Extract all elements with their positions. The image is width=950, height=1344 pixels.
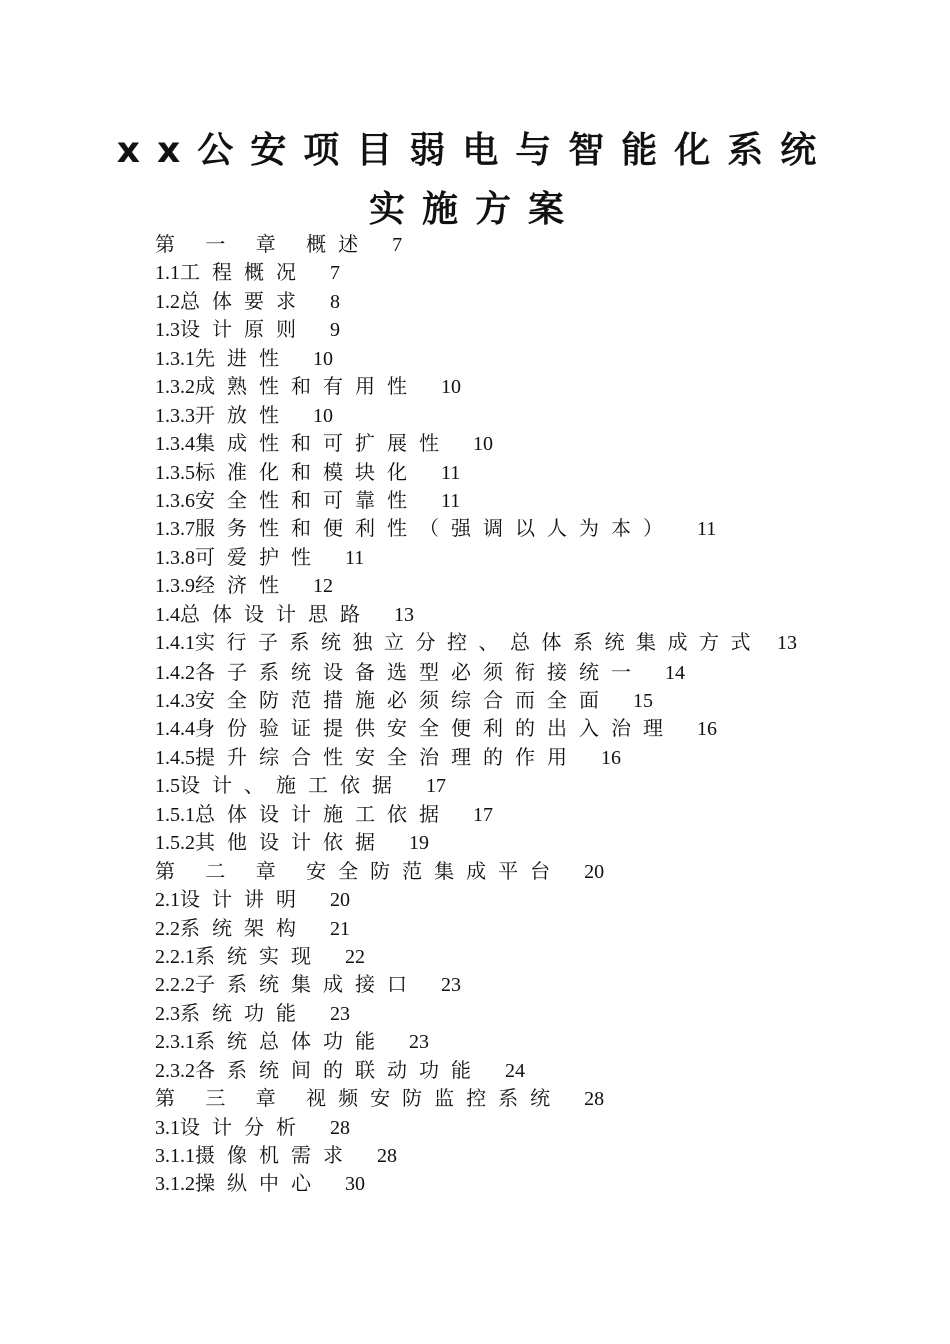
toc-entry-title: 设计、施工依据 xyxy=(180,773,404,798)
toc-entry-title: 安全防范措施必须综合而全面 xyxy=(195,688,611,713)
toc-entry[interactable] xyxy=(155,230,835,258)
toc-entry-number: 2.2 xyxy=(155,917,180,940)
toc-entry[interactable] xyxy=(155,429,835,457)
toc-entry-title: 设计讲明 xyxy=(180,887,308,912)
toc-entry-number: 1.4.3 xyxy=(155,690,195,713)
toc-entry[interactable] xyxy=(155,258,835,286)
toc-entry-title: 第 一 章 概述 xyxy=(155,232,371,256)
toc-entry[interactable] xyxy=(155,743,835,771)
toc-entry-page: 16 xyxy=(601,746,621,769)
toc-entry-page: 7 xyxy=(330,262,340,285)
toc-entry-page: 10 xyxy=(441,376,461,399)
toc-entry-page: 11 xyxy=(441,461,461,484)
toc-entry-page: 23 xyxy=(409,1031,429,1054)
toc-entry-title: 设计分析 xyxy=(180,1114,308,1139)
toc-entry-number: 1.3.2 xyxy=(155,376,195,399)
toc-entry-title: 操纵中心 xyxy=(195,1171,323,1196)
toc-entry-title: 总体设计施工依据 xyxy=(195,801,451,826)
toc-entry[interactable] xyxy=(155,514,835,542)
table-of-contents xyxy=(155,230,835,1198)
toc-entry-page: 10 xyxy=(473,433,493,456)
toc-entry-number: 1.5.2 xyxy=(155,832,195,855)
toc-entry-page: 23 xyxy=(330,1002,350,1025)
toc-entry[interactable] xyxy=(155,714,835,742)
toc-entry-title: 可爱护性 xyxy=(195,544,323,569)
toc-entry-number: 1.4 xyxy=(155,603,180,626)
toc-entry[interactable] xyxy=(155,828,835,856)
toc-entry-page: 14 xyxy=(665,661,685,684)
toc-entry-title: 系统实现 xyxy=(195,943,323,968)
toc-entry[interactable] xyxy=(155,372,835,400)
toc-entry[interactable] xyxy=(155,686,835,714)
toc-entry[interactable] xyxy=(155,658,835,686)
toc-entry-title: 第 三 章 视频安防监控系统 xyxy=(155,1086,563,1111)
toc-entry-number: 1.3.8 xyxy=(155,546,195,569)
document-title-line-2: 实施方案 xyxy=(368,189,581,230)
toc-entry[interactable] xyxy=(155,885,835,913)
toc-entry[interactable] xyxy=(155,771,835,799)
toc-entry-number: 2.3.2 xyxy=(155,1059,195,1082)
toc-entry[interactable] xyxy=(155,970,835,998)
toc-entry-number: 1.4.4 xyxy=(155,718,195,741)
toc-entry[interactable] xyxy=(155,1056,835,1084)
toc-entry-number: 1.5.1 xyxy=(155,803,195,826)
toc-entry-page: 20 xyxy=(330,889,350,912)
toc-entry-page: 7 xyxy=(392,234,403,256)
toc-entry-title: 系统总体功能 xyxy=(195,1029,387,1054)
toc-entry-number: 1.5 xyxy=(155,775,180,798)
toc-entry-page: 30 xyxy=(345,1173,365,1196)
toc-entry-page: 21 xyxy=(330,917,350,940)
document-title-line-1: xx公安项目弱电与智能化系统 xyxy=(116,130,834,171)
toc-entry[interactable] xyxy=(155,1141,835,1169)
toc-entry-page: 9 xyxy=(330,319,340,342)
toc-entry-page: 10 xyxy=(313,404,333,427)
toc-entry-page: 11 xyxy=(697,518,717,541)
toc-entry-page: 17 xyxy=(426,775,446,798)
toc-entry-number: 1.1 xyxy=(155,262,180,285)
toc-entry[interactable] xyxy=(155,1113,835,1141)
toc-entry-title: 各子系统设备选型必须衔接统一 xyxy=(195,659,643,684)
toc-entry-title: 系统架构 xyxy=(180,915,308,940)
toc-entry[interactable] xyxy=(155,315,835,343)
toc-entry-title: 经济性 xyxy=(195,573,291,598)
toc-entry-number: 1.4.2 xyxy=(155,661,195,684)
toc-entry-page: 12 xyxy=(313,575,333,598)
toc-entry[interactable] xyxy=(155,401,835,429)
toc-entry-title: 标准化和模块化 xyxy=(195,459,419,484)
toc-entry-number: 2.3 xyxy=(155,1002,180,1025)
toc-entry-number: 2.3.1 xyxy=(155,1031,195,1054)
toc-entry-number: 3.1.2 xyxy=(155,1173,195,1196)
toc-entry-number: 2.2.2 xyxy=(155,974,195,997)
toc-entry[interactable] xyxy=(155,1169,835,1197)
toc-entry-title: 其他设计依据 xyxy=(195,830,387,855)
toc-entry[interactable] xyxy=(155,458,835,486)
toc-entry[interactable] xyxy=(155,543,835,571)
toc-entry-page: 16 xyxy=(697,718,717,741)
toc-entry[interactable] xyxy=(155,344,835,372)
toc-entry-page: 11 xyxy=(441,489,461,512)
toc-entry-page: 19 xyxy=(409,832,429,855)
toc-entry-title: 摄像机需求 xyxy=(195,1143,355,1168)
toc-entry-page: 13 xyxy=(777,632,797,655)
toc-entry-page: 22 xyxy=(345,945,365,968)
toc-entry-title: 总体要求 xyxy=(180,288,308,313)
toc-entry-title: 设计原则 xyxy=(180,317,308,342)
toc-entry-title: 身份验证提供安全便利的出入治理 xyxy=(195,716,675,741)
toc-entry-page: 11 xyxy=(345,546,365,569)
toc-entry[interactable] xyxy=(155,942,835,970)
toc-entry-page: 10 xyxy=(313,347,333,370)
toc-entry-number: 1.3.4 xyxy=(155,433,195,456)
toc-entry-title: 系统功能 xyxy=(180,1000,308,1025)
toc-entry-page: 13 xyxy=(394,603,414,626)
toc-entry-number: 1.3.9 xyxy=(155,575,195,598)
toc-entry[interactable] xyxy=(155,287,835,315)
toc-entry-title: 第 二 章 安全防范集成平台 xyxy=(155,858,563,883)
toc-entry-page: 28 xyxy=(377,1145,397,1168)
toc-entry-page: 20 xyxy=(584,860,605,883)
toc-entry-title: 服务性和便利性（强调以人为本） xyxy=(195,516,675,541)
toc-entry[interactable] xyxy=(155,1027,835,1055)
toc-entry[interactable] xyxy=(155,857,835,885)
toc-entry-title: 子系统集成接口 xyxy=(195,972,419,997)
toc-entry-number: 3.1.1 xyxy=(155,1145,195,1168)
toc-entry-title: 成熟性和有用性 xyxy=(195,374,419,399)
toc-entry[interactable] xyxy=(155,571,835,599)
toc-entry-number: 1.4.1 xyxy=(155,632,195,655)
toc-entry-page: 8 xyxy=(330,290,340,313)
toc-entry-number: 1.3.6 xyxy=(155,489,195,512)
toc-entry-number: 1.3 xyxy=(155,319,180,342)
toc-entry-number: 1.3.5 xyxy=(155,461,195,484)
toc-entry-page: 23 xyxy=(441,974,461,997)
toc-entry-title: 先进性 xyxy=(195,345,291,370)
toc-entry-title: 实行子系统独立分控、总体系统集成方式 xyxy=(195,630,762,655)
toc-entry-title: 安全性和可靠性 xyxy=(195,487,419,512)
toc-entry-title: 各系统间的联动功能 xyxy=(195,1057,483,1082)
toc-entry-page: 28 xyxy=(584,1088,605,1111)
toc-entry[interactable] xyxy=(155,914,835,942)
toc-entry-page: 15 xyxy=(633,690,653,713)
toc-entry-title: 集成性和可扩展性 xyxy=(195,431,451,456)
toc-entry-page: 24 xyxy=(505,1059,525,1082)
toc-entry[interactable] xyxy=(155,600,835,628)
toc-entry-title: 开放性 xyxy=(195,402,291,427)
toc-entry-number: 2.1 xyxy=(155,889,180,912)
toc-entry[interactable] xyxy=(155,486,835,514)
toc-entry-number: 3.1 xyxy=(155,1116,180,1139)
toc-entry-page: 28 xyxy=(330,1116,350,1139)
toc-entry[interactable] xyxy=(155,999,835,1027)
toc-entry-title: 工程概况 xyxy=(180,260,308,285)
toc-entry-number: 1.2 xyxy=(155,290,180,313)
toc-entry-number: 1.3.1 xyxy=(155,347,195,370)
toc-entry-title: 提升综合性安全治理的作用 xyxy=(195,744,579,769)
toc-entry[interactable] xyxy=(155,628,835,657)
toc-entry-number: 1.3.3 xyxy=(155,404,195,427)
toc-entry-title: 总体设计思路 xyxy=(180,601,372,626)
toc-entry-number: 2.2.1 xyxy=(155,945,195,968)
toc-entry-number: 1.4.5 xyxy=(155,746,195,769)
toc-entry[interactable] xyxy=(155,1084,835,1112)
toc-entry[interactable] xyxy=(155,800,835,828)
toc-entry-number: 1.3.7 xyxy=(155,518,195,541)
toc-entry-page: 17 xyxy=(473,803,493,826)
